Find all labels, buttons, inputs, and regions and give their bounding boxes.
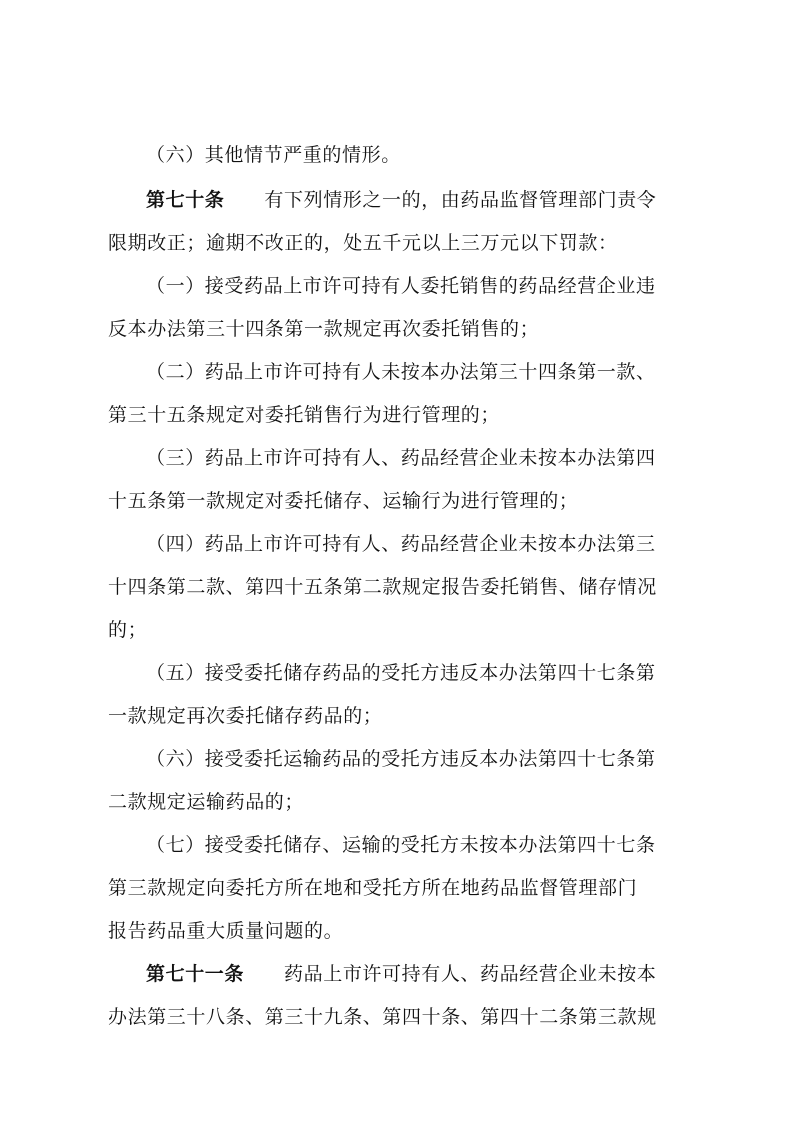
paragraph-line <box>108 703 688 729</box>
clause-1-text: （一）接受药品上市许可持有人委托销售的药品经营企业违 <box>146 275 656 297</box>
paragraph-line <box>108 617 688 643</box>
paragraph-line <box>146 359 726 385</box>
paragraph-line <box>108 574 688 600</box>
clause-6-text: （六）接受委托运输药品的受托方违反本办法第四十七条第 <box>146 748 656 770</box>
paragraph-line <box>146 746 726 772</box>
paragraph-line <box>108 230 688 256</box>
clause-2-text: （二）药品上市许可持有人未按本办法第三十四条第一款、 <box>146 361 656 383</box>
clause-3-text-cont: 十五条第一款规定对委托储存、运输行为进行管理的； <box>108 490 579 512</box>
article-71-text-cont: 办法第三十八条、第三十九条、第四十条、第四十二条第三款规 <box>108 1006 657 1028</box>
paragraph-line <box>146 142 726 168</box>
article-71-text: 药品上市许可持有人、药品经营企业未按本 <box>284 963 657 985</box>
clause-2-text-cont: 第三十五条规定对委托销售行为进行管理的； <box>108 404 501 426</box>
clause-7-text-end: 报告药品重大质量问题的。 <box>108 920 344 942</box>
article-71-title: 第七十一条 <box>146 963 245 985</box>
article-70-text-cont: 限期改正；逾期不改正的，处五千元以上三万元以下罚款： <box>108 232 618 254</box>
paragraph-line <box>146 445 726 471</box>
paragraph-line <box>108 789 688 815</box>
paragraph-line <box>108 488 688 514</box>
clause-text: （六）其他情节严重的情形。 <box>146 144 401 166</box>
paragraph-line <box>146 660 726 686</box>
clause-7-text-cont: 第三款规定向委托方所在地和受托方所在地药品监督管理部门 <box>108 877 638 899</box>
paragraph-line <box>146 531 726 557</box>
clause-4-text: （四）药品上市许可持有人、药品经营企业未按本办法第三 <box>146 533 656 555</box>
article-70-first-line <box>146 187 726 213</box>
clause-5-text: （五）接受委托储存药品的受托方违反本办法第四十七条第 <box>146 662 656 684</box>
clause-7-text: （七）接受委托储存、运输的受托方未按本办法第四十七条 <box>146 834 656 856</box>
clause-4-text-end: 的； <box>108 619 148 641</box>
paragraph-line <box>108 875 688 901</box>
paragraph-line <box>146 832 726 858</box>
paragraph-line <box>108 918 688 944</box>
clause-5-text-cont: 一款规定再次委托储存药品的； <box>108 705 383 727</box>
article-71-first-line <box>146 961 726 987</box>
clause-3-text: （三）药品上市许可持有人、药品经营企业未按本办法第四 <box>146 447 656 469</box>
paragraph-line <box>146 273 726 299</box>
paragraph-line <box>108 1004 688 1030</box>
clause-6-text-cont: 二款规定运输药品的； <box>108 791 305 813</box>
article-70-text: 有下列情形之一的，由药品监督管理部门责令 <box>264 189 657 211</box>
paragraph-line <box>108 316 688 342</box>
clause-4-text-cont: 十四条第二款、第四十五条第二款规定报告委托销售、储存情况 <box>108 576 657 598</box>
clause-1-text-cont: 反本办法第三十四条第一款规定再次委托销售的； <box>108 318 540 340</box>
article-70-title: 第七十条 <box>146 189 225 211</box>
paragraph-line <box>108 402 688 428</box>
